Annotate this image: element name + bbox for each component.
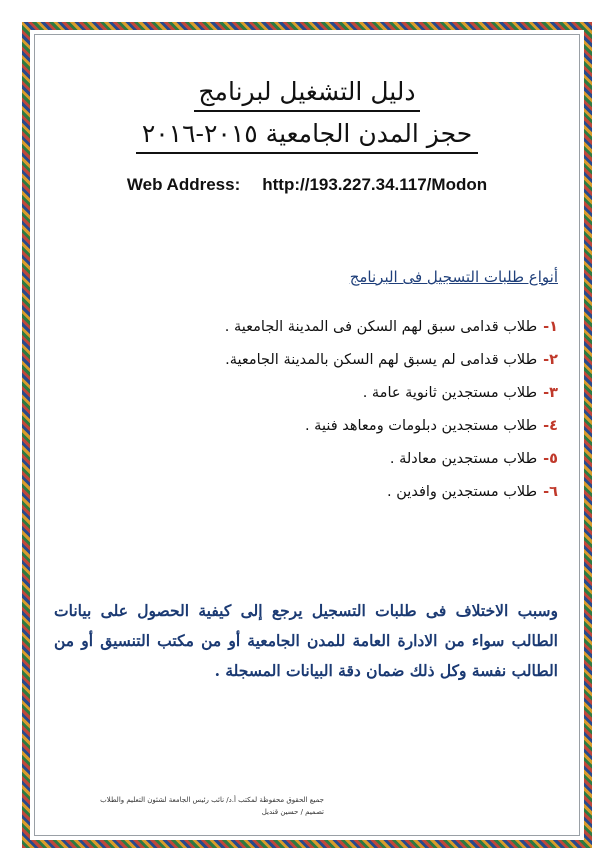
list-item: [88, 380, 558, 413]
footer-copyright: جميع الحقوق محفوظة لمكتب أ.د/ نائب رئيس الجامعة لشئون التعليم والطلاب: [100, 796, 324, 804]
web-address-url: http://193.227.34.117/Modon: [262, 175, 488, 194]
title-line-2: حجز المدن الجامعية ٢٠١٥-٢٠١٦: [0, 118, 614, 154]
list-item: [88, 446, 558, 479]
list-item: [88, 347, 558, 380]
explanation-paragraph: وسبب الاختلاف فى طلبات التسجيل يرجع إلى كيفية الحصول على بيانات الطالب سواء من الادارة العامة للمدن الجامعية أو من مكتب التنسيق أو من الطالب نفسة وكل ذلك ضمان دقة البيانات المسجلة .: [54, 601, 558, 680]
list-item: [88, 314, 558, 347]
footer-credits: [100, 794, 324, 818]
item-number: ٥-: [543, 451, 558, 467]
item-text: طلاب مستجدين معادلة .: [389, 451, 538, 467]
item-number: ١-: [543, 319, 558, 335]
web-address: [0, 175, 614, 195]
web-address-label: Web Address:: [126, 175, 241, 194]
item-text: طلاب مستجدين وافدين .: [387, 484, 538, 500]
item-number: ٦-: [543, 484, 558, 500]
item-number: ٤-: [543, 418, 558, 434]
item-number: ٣-: [543, 385, 558, 401]
item-text: طلاب مستجدين ثانوية عامة .: [362, 385, 538, 401]
item-text: طلاب قدامى سبق لهم السكن فى المدينة الجامعية .: [224, 319, 538, 335]
section-heading: أنواع طلبات التسجيل فى البرنامج: [349, 268, 558, 286]
title-line-1: دليل التشغيل لبرنامج: [0, 76, 614, 112]
footer-design: تصميم / حسين قنديل: [261, 808, 324, 816]
item-text: طلاب قدامى لم يسبق لهم السكن بالمدينة الجامعية.: [225, 352, 538, 368]
item-text: طلاب مستجدين دبلومات ومعاهد فنية .: [304, 418, 538, 434]
item-number: ٢-: [543, 352, 558, 368]
list-item: [88, 479, 558, 512]
list-item: [88, 413, 558, 446]
registration-types-list: [88, 314, 558, 512]
